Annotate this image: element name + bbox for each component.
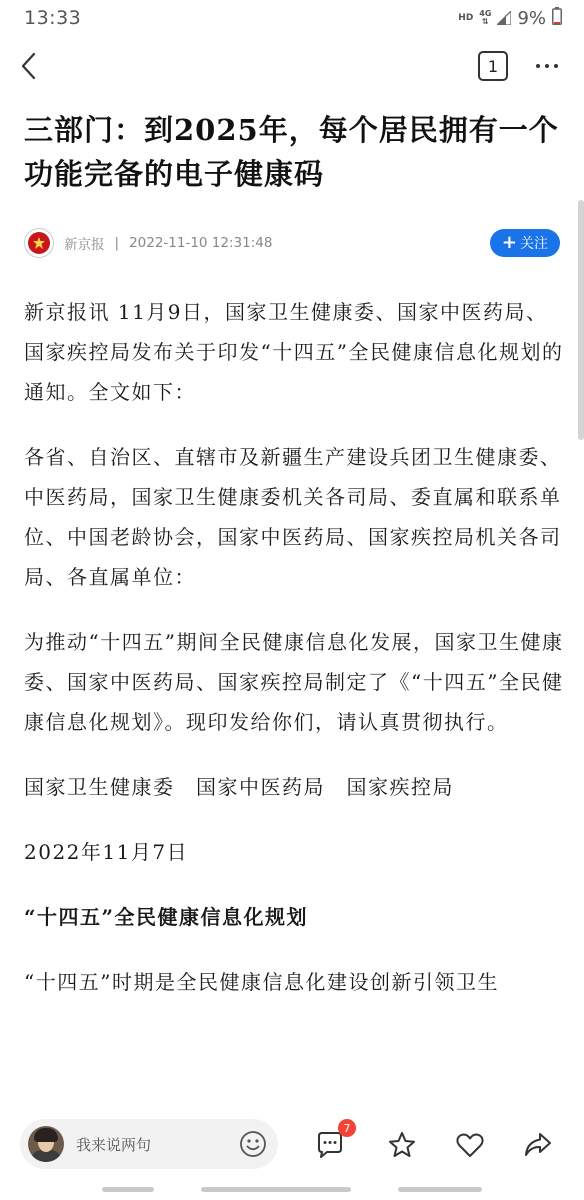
battery-percent: 9% [517,7,546,29]
comment-input[interactable] [20,1119,278,1169]
data-arrows-icon: ⇅ [482,17,489,26]
paragraph: 新京报讯 11月9日，国家卫生健康委、国家中医药局、国家疾控局发布关于印发“十四五”全民健康信息化规划的通知。全文如下： [24,300,564,404]
comment-placeholder: 我来说两句 [76,1135,152,1154]
chevron-left-icon [20,52,36,80]
issuers-line: 国家卫生健康委 国家中医药局 国家疾控局 [24,775,454,799]
status-bar [0,0,584,36]
publish-datetime: 2022-11-10 12:31:48 [129,235,273,251]
signal-icon [497,11,511,25]
comment-count-badge: 7 [338,1119,356,1137]
back-button[interactable] [20,46,48,86]
like-button[interactable] [452,1127,488,1163]
logo-emblem [28,232,50,254]
scrollbar[interactable] [578,200,584,440]
dot [536,64,540,68]
tab-count-button[interactable]: 1 [478,51,508,81]
more-options-button[interactable] [532,51,562,81]
section-heading: “十四五”全民健康信息化规划 [24,905,309,929]
nav-bar [0,40,584,92]
plus-icon: + [501,232,517,253]
source-logo-icon[interactable] [24,228,54,258]
source-info [24,228,272,258]
star-icon [387,1130,417,1160]
paragraph: 各省、自治区、直辖市及新疆生产建设兵团卫生健康委、中医药局，国家卫生健康委机关各司局、委直属和联系单位、中国老龄协会，国家中医药局、国家疾控局机关各司局、各直属单位： [24,445,562,589]
nav-actions [478,51,562,81]
paragraph: “十四五”时期是全民健康信息化建设创新引领卫生 [24,970,499,994]
network-indicator [479,10,491,26]
dot [554,64,558,68]
follow-button[interactable] [490,229,560,257]
heart-icon [455,1130,485,1160]
status-icons [458,7,562,30]
status-time: 13:33 [24,7,82,29]
follow-label: 关注 [520,236,548,252]
source-name[interactable]: 新京报 [64,237,105,253]
comments-button[interactable] [312,1121,351,1163]
network-type: 4G [479,9,492,18]
issue-date: 2022年11月7日 [24,840,189,864]
battery-icon [552,7,562,30]
meta-separator: | [114,235,120,251]
article-title: 三部门：到2025年，每个居民拥有一个功能完备的电子健康码 [24,113,559,191]
paragraph: 为推动“十四五”期间全民健康信息化发展，国家卫生健康委、国家中医药局、国家疾控局制定了《“十四五”全民健康信息化规划》。现印发给你们，请认真贯彻执行。 [24,630,564,734]
article-body [24,292,564,1027]
avatar [28,1126,64,1162]
dot [545,64,549,68]
share-icon [523,1130,553,1160]
hd-indicator: HD [458,12,474,23]
article-meta [24,227,560,259]
bottom-action-bar [0,1107,584,1200]
share-button[interactable] [520,1127,556,1163]
favorite-button[interactable] [384,1127,420,1163]
emoji-icon[interactable] [238,1129,268,1159]
system-gesture-bar [102,1187,482,1192]
